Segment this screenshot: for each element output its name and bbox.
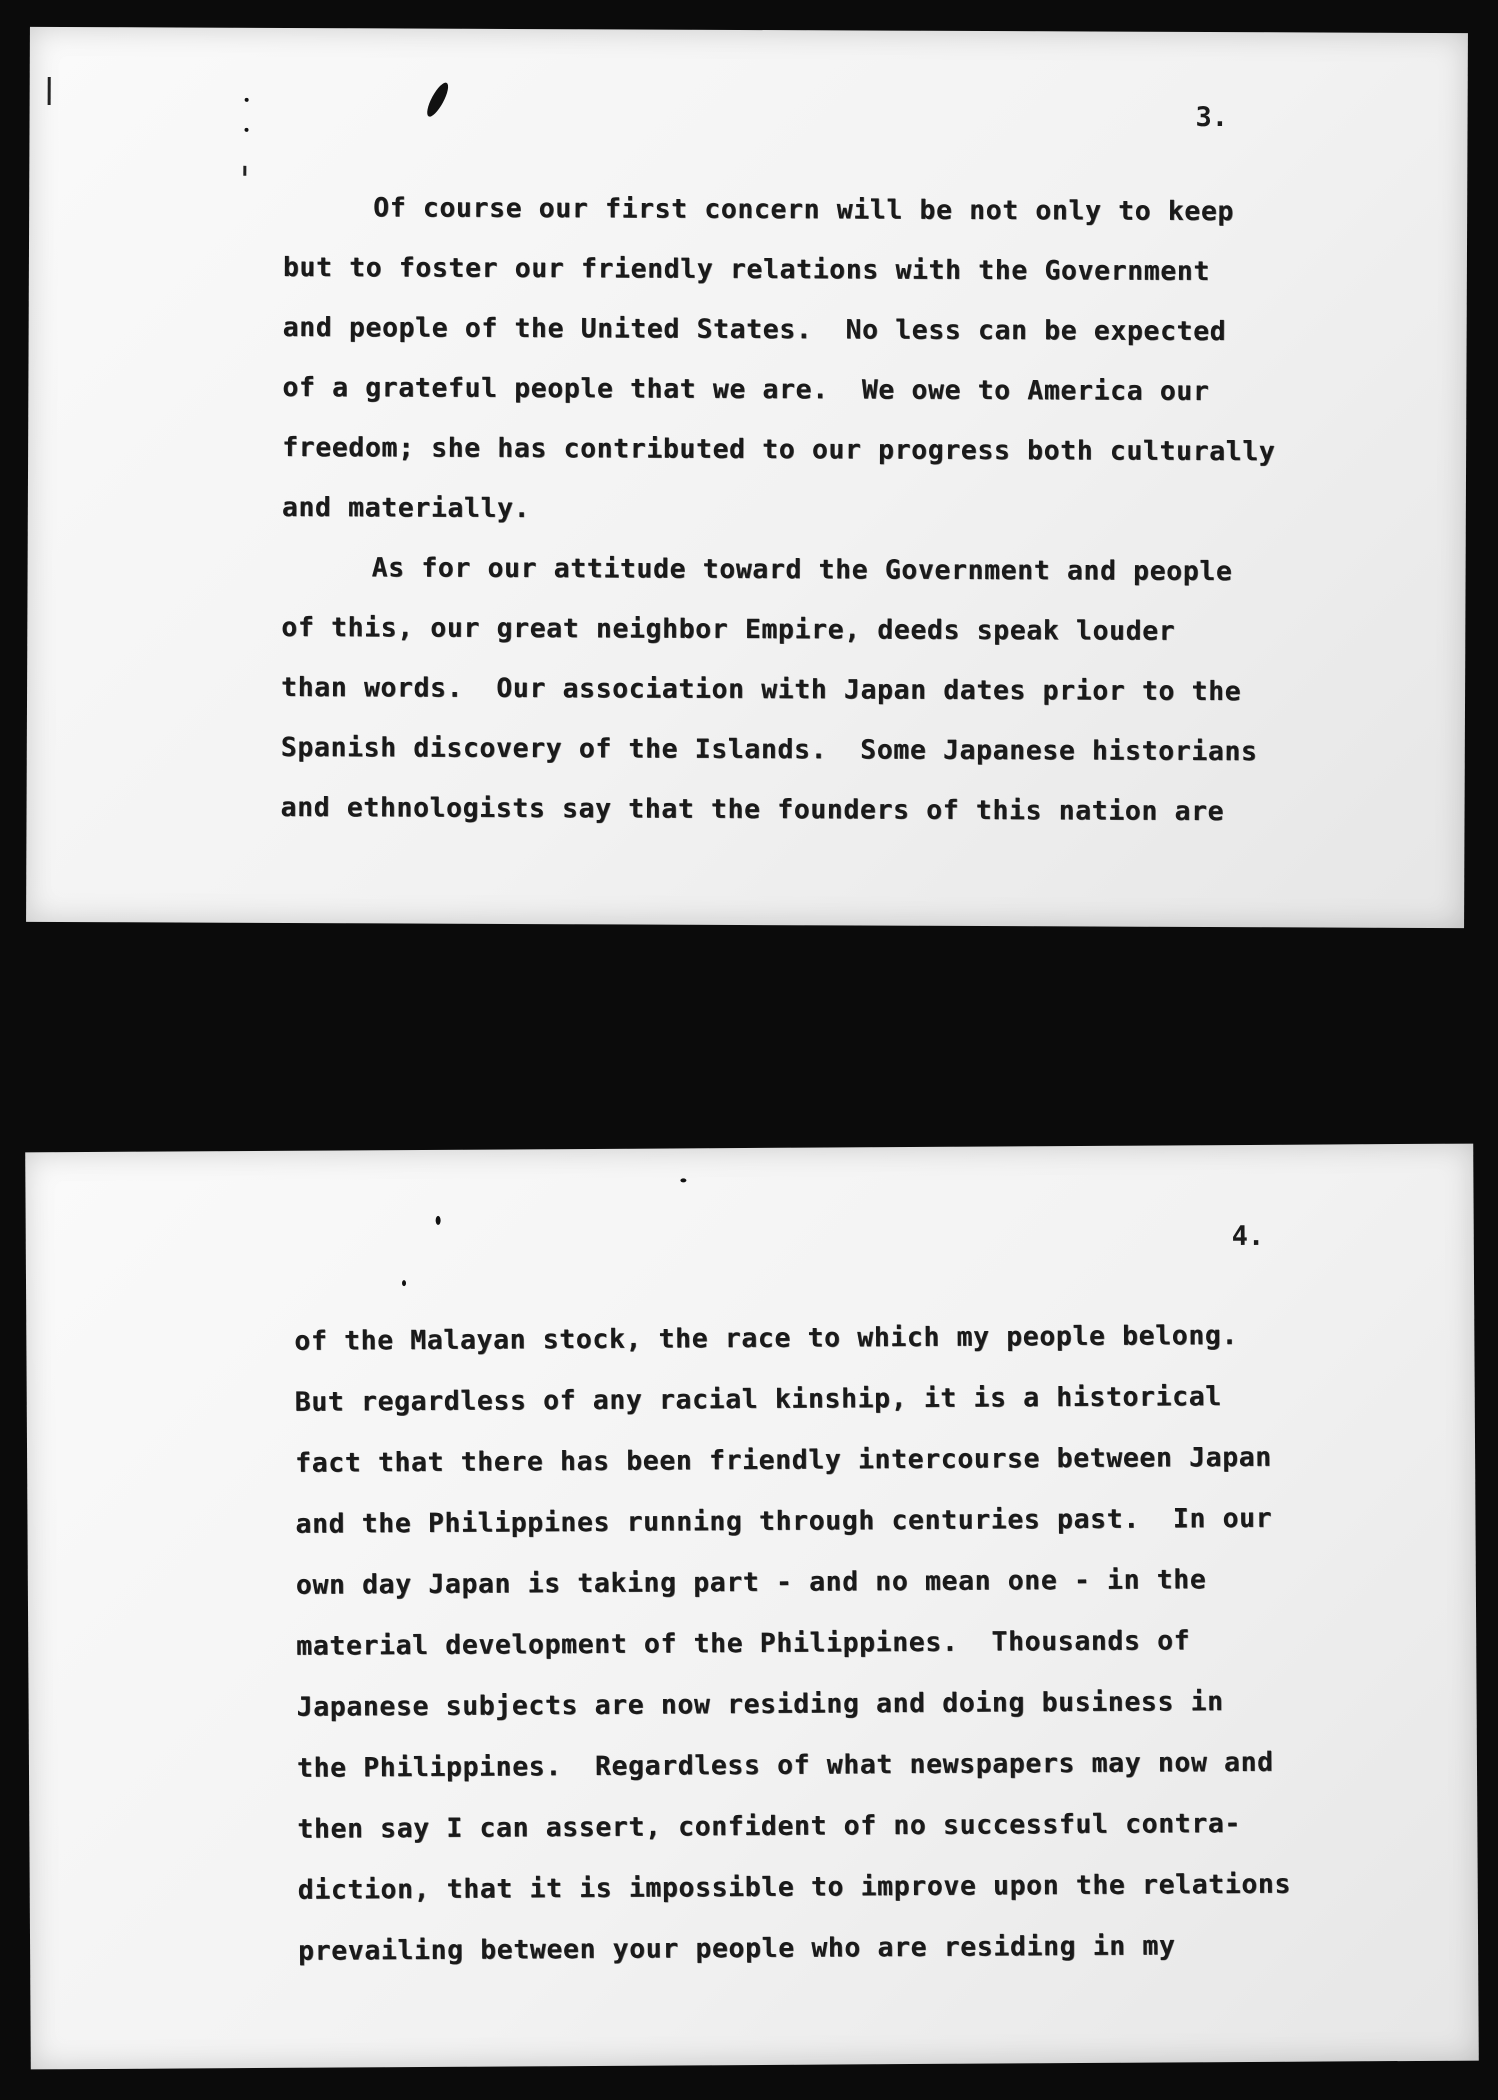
text-line: own day Japan is taking part - and no mean one - in the xyxy=(295,1564,1207,1601)
text-line: and the Philippines running through centuries past. In our xyxy=(295,1502,1273,1540)
text-line: Spanish discovery of the Islands. Some Japanese historians xyxy=(280,731,1258,768)
text-line: and people of the United States. No less can be expected xyxy=(282,311,1227,348)
page-number: 4. xyxy=(1231,1220,1265,1253)
page-body-text xyxy=(280,178,1433,843)
text-line: of this, our great neighbor Empire, deeds speak louder xyxy=(281,611,1176,647)
text-line: But regardless of any racial kinship, it is a historical xyxy=(294,1381,1222,1418)
text-line: material development of the Philippines. Thousands of xyxy=(296,1625,1191,1662)
text-line: and materially. xyxy=(281,491,531,525)
page-body-text xyxy=(294,1304,1448,1982)
text-line: freedom; she has contributed to our progress both culturally xyxy=(282,431,1276,468)
text-line: and ethnologists say that the founders of this nation are xyxy=(280,791,1225,828)
dust-speck xyxy=(402,1280,406,1286)
text-line: Of course our first concern will be not only to keep xyxy=(373,192,1235,228)
text-line: than words. Our association with Japan dates prior to the xyxy=(281,671,1242,708)
text-line: of a grateful people that we are. We owe to America our xyxy=(282,371,1210,408)
text-line: fact that there has been friendly intercourse between Japan xyxy=(295,1441,1272,1479)
dust-speck xyxy=(680,1178,686,1182)
page-number: 3. xyxy=(1195,101,1229,134)
text-line: diction, that it is impossible to improve upon the relations xyxy=(297,1868,1292,1906)
ink-blot xyxy=(423,80,452,119)
text-line: prevailing between your people who are residing in my xyxy=(298,1930,1176,1967)
dust-speck xyxy=(245,98,249,102)
margin-mark xyxy=(48,77,51,105)
text-line: then say I can assert, confident of no successful contra- xyxy=(297,1808,1242,1845)
margin-mark xyxy=(243,166,246,176)
dust-speck xyxy=(245,128,249,132)
typed-page-3 xyxy=(26,27,1468,928)
text-line: of the Malayan stock, the race to which my people belong. xyxy=(294,1320,1239,1357)
dust-speck xyxy=(436,1216,441,1225)
text-line: the Philippines. Regardless of what newspapers may now and xyxy=(296,1746,1274,1784)
typed-page-4 xyxy=(25,1144,1479,2070)
text-line: As for our attitude toward the Government and people xyxy=(371,552,1233,588)
text-line: Japanese subjects are now residing and doing business in xyxy=(296,1686,1224,1723)
text-line: but to foster our friendly relations with the Government xyxy=(282,251,1211,288)
